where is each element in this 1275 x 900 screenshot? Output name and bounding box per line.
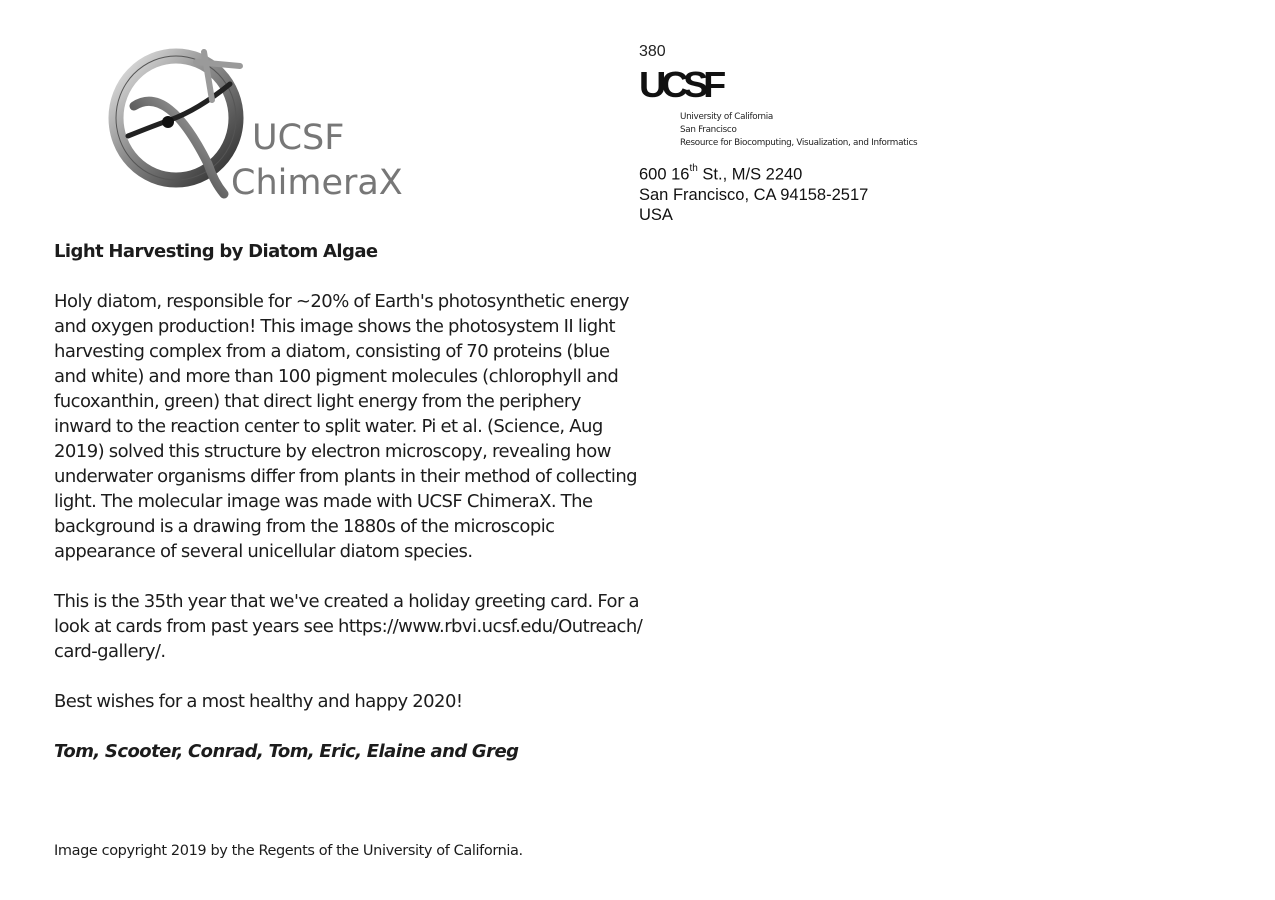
city-line: San Francisco, CA 94158-2517 (639, 185, 869, 204)
chimerax-logo (108, 44, 408, 209)
street-prefix: 600 16 (639, 165, 690, 184)
card-text (54, 239, 674, 764)
street-line (639, 161, 868, 185)
text-line: and oxygen production! This image shows the photosystem II light (54, 316, 615, 337)
mailing-address (639, 161, 868, 225)
country-line: USA (639, 205, 673, 224)
org-line: University of California (680, 112, 774, 122)
text-line: look at cards from past years see https://www.rbvi.ucsf.edu/Outreach/ (54, 616, 643, 637)
text-line: fucoxanthin, green) that direct light energy from the periphery (54, 391, 581, 412)
ucsf-logo-text: UCSF (639, 64, 726, 105)
organization-lines (680, 111, 917, 150)
history-paragraph (54, 589, 674, 664)
signature-line: Tom, Scooter, Conrad, Tom, Eric, Elaine and Greg (54, 741, 519, 762)
text-line: underwater organisms differ from plants in their method of collecting (54, 466, 638, 487)
org-line: San Francisco (680, 125, 737, 135)
text-line: background is a drawing from the 1880s of the microscopic (54, 516, 555, 537)
logo-text-ucsf: UCSF (252, 118, 345, 158)
logo-text-chimerax: ChimeraX (231, 163, 403, 203)
text-line: and white) and more than 100 pigment molecules (chlorophyll and (54, 366, 619, 387)
text-line: 2019) solved this structure by electron microscopy, revealing how (54, 441, 611, 462)
text-line: Holy diatom, responsible for ~20% of Earth's photosynthetic energy (54, 291, 629, 312)
mail-code: 380 (639, 43, 666, 60)
text-line: appearance of several unicellular diatom species. (54, 541, 473, 562)
text-line: This is the 35th year that we've created a holiday greeting card. For a (54, 591, 639, 612)
card-title: Light Harvesting by Diatom Algae (54, 241, 378, 262)
text-line: harvesting complex from a diatom, consisting of 70 proteins (blue (54, 341, 610, 362)
ucsf-logo (639, 63, 729, 111)
street-suffix: St., M/S 2240 (697, 165, 803, 184)
org-line: Resource for Biocomputing, Visualization, and Informatics (680, 138, 918, 148)
description-paragraph (54, 289, 674, 564)
wishes-line: Best wishes for a most healthy and happy 2020! (54, 691, 463, 712)
text-line: inward to the reaction center to split water. Pi et al. (Science, Aug (54, 416, 603, 437)
copyright-notice: Image copyright 2019 by the Regents of the University of California. (54, 843, 523, 859)
text-line: light. The molecular image was made with UCSF ChimeraX. The (54, 491, 593, 512)
text-line: card-gallery/. (54, 641, 166, 662)
street-ordinal: th (689, 163, 698, 174)
